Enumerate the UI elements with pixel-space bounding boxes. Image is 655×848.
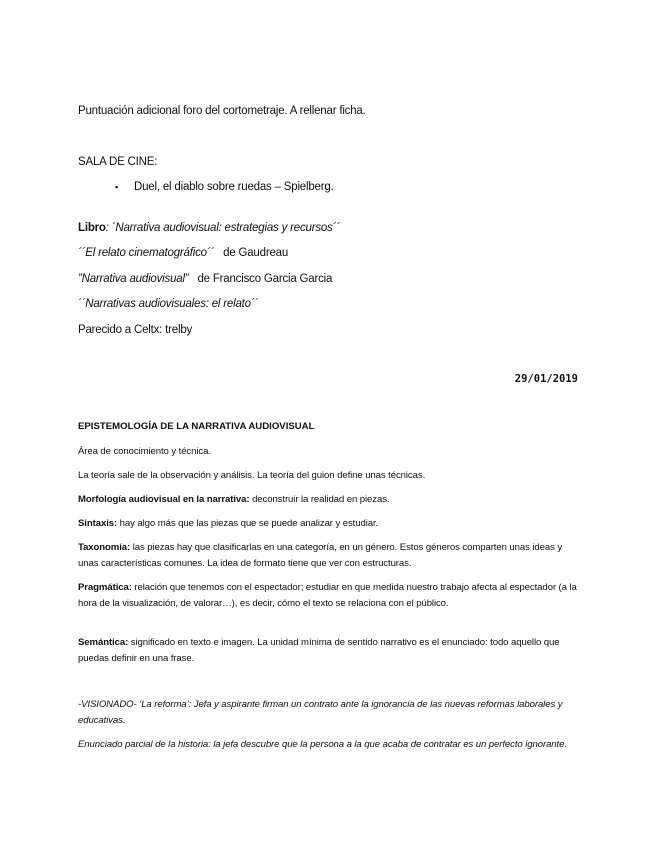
teoria-line: La teoría sale de la observación y análisis. La teoría del guion define unas técnicas. [78, 470, 426, 481]
bullet-icon: ▪ [115, 182, 119, 192]
pragmatica-paragraph [78, 580, 578, 611]
book-3 [78, 273, 332, 285]
notes-heading: EPISTEMOLOGÍA DE LA NARRATIVA AUDIOVISUAL [78, 421, 315, 432]
sala-title: SALA DE CINE: [78, 156, 158, 168]
semantica-label: Semántica: [78, 637, 129, 648]
sintaxis-text: hay algo más que las piezas que se puede analizar y estudiar. [117, 518, 379, 529]
libro-label: Libro [78, 222, 106, 234]
morfologia-text: deconstruir la realidad en piezas. [249, 494, 390, 505]
sintaxis-line [78, 516, 578, 532]
date-label: 29/01/2019 [514, 373, 578, 385]
book-4: ´´Narrativas audiovisuales: el relato´´ [78, 298, 259, 310]
book-2-author: de Gaudreau [223, 247, 289, 259]
book-2 [78, 247, 288, 259]
area-line: Área de conocimiento y técnica. [78, 446, 211, 457]
morfologia-line [78, 492, 578, 508]
semantica-text: significado en texto e imagen. La unidad mínima de sentido narrativo es el enunciado: todo aquello que puedas definir en una frase. [78, 637, 560, 664]
pragmatica-label: Pragmática: [78, 582, 132, 593]
morfologia-label: Morfología audiovisual en la narrativa: [78, 494, 250, 505]
book-3-title: ”Narrativa audiovisual” [78, 273, 189, 285]
taxonomia-text: las piezas hay que clasificarlas en una categoría, en un género. Estos géneros comparten unas ideas y unas características comunes. La idea de formato tiene que ver con estructuras. [78, 542, 563, 569]
visionado-paragraph: -VISIONADO- ‘La reforma’: Jefa y aspirante firman un contrato ante la ignorancia de las nuevas reformas laborales y educativas. [78, 699, 563, 726]
book-1-title: : ´Narrativa audiovisual: estrategias y recursos´´ [105, 222, 340, 234]
film-item: Duel, el diablo sobre ruedas – Spielberg. [134, 181, 334, 193]
sintaxis-label: Sintaxis: [78, 518, 118, 529]
celtx-note: Parecido a Celtx: trelby [78, 324, 193, 336]
semantica-paragraph [78, 635, 578, 666]
book-1 [78, 222, 340, 234]
pragmatica-text: relación que tenemos con el espectador; estudiar en que medida nuestro trabajo afecta al espectador (a la hora de la visualización, de valorar…), es decir, cómo el texto se relaciona con el público. [78, 582, 577, 609]
book-3-author: de Francisco Garcia Garcia [197, 273, 333, 285]
taxonomia-label: Taxonomía: [78, 542, 131, 553]
taxonomia-paragraph [78, 540, 578, 571]
book-2-title: ´´El relato cinematográfico´´ [78, 247, 215, 259]
enunciado-paragraph: Enunciado parcial de la historia: la jefa descubre que la persona a la que acaba de contratar es un perfecto ignorante. [78, 739, 567, 750]
intro-line: Puntuación adicional foro del cortometraje. A rellenar ficha. [78, 105, 366, 117]
